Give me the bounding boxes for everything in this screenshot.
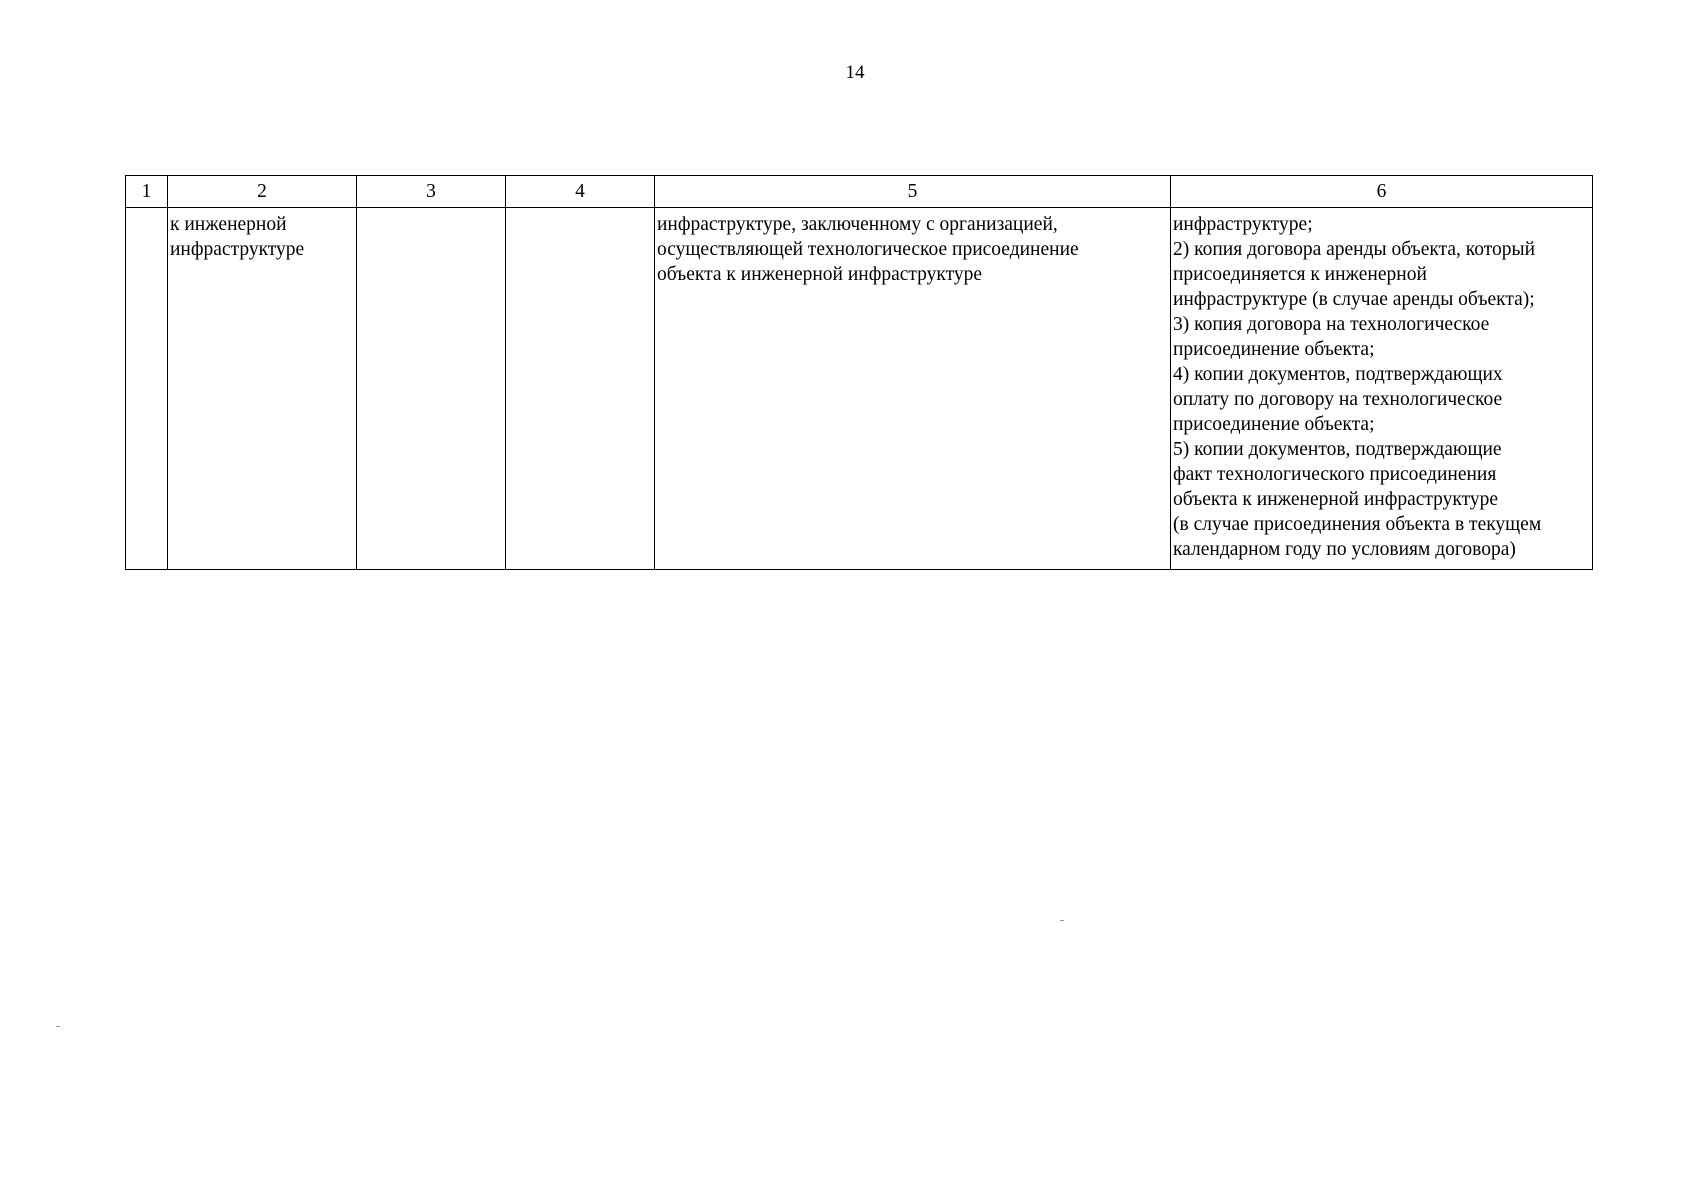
cell-text-line: инфраструктуре (в случае аренды объекта); <box>1173 289 1535 310</box>
scan-speck <box>1060 920 1064 921</box>
cell-text-line: осуществляющей технологическое присоединение <box>657 239 1079 260</box>
cell-text-line: календарном году по условиям договора) <box>1173 539 1516 560</box>
cell-text-line: присоединяется к инженерной <box>1173 264 1427 285</box>
requirements-table <box>125 175 1593 570</box>
column-header-5: 5 <box>655 176 1171 208</box>
cell-col3 <box>357 208 506 570</box>
cell-col5 <box>655 208 1171 570</box>
scan-speck <box>56 1026 60 1027</box>
cell-col6 <box>1171 208 1593 570</box>
cell-text-line: оплату по договору на технологическое <box>1173 389 1503 410</box>
cell-text-line: инфраструктуре; <box>1173 214 1313 235</box>
cell-text-line: к инженерной <box>170 214 287 235</box>
cell-text-line: 3) копия договора на технологическое <box>1173 314 1490 335</box>
cell-col4 <box>506 208 655 570</box>
cell-text-line: 4) копии документов, подтверждающих <box>1173 364 1503 385</box>
cell-text-line: объекта к инженерной инфраструктуре <box>1173 489 1499 510</box>
cell-col1 <box>126 208 168 570</box>
column-header-6: 6 <box>1171 176 1593 208</box>
cell-text-line: 5) копии документов, подтверждающие <box>1173 439 1502 460</box>
column-header-4: 4 <box>506 176 655 208</box>
cell-text-line: присоединение объекта; <box>1173 339 1375 360</box>
column-header-2: 2 <box>168 176 357 208</box>
column-header-3: 3 <box>357 176 506 208</box>
table-row <box>126 208 1593 570</box>
cell-text-line: 2) копия договора аренды объекта, который <box>1173 239 1536 260</box>
table-header-row <box>126 176 1593 208</box>
cell-text-line: факт технологического присоединения <box>1173 464 1497 485</box>
cell-text-line: присоединение объекта; <box>1173 414 1375 435</box>
cell-text-line: инфраструктуре, заключенному с организацией, <box>657 214 1058 235</box>
column-header-1: 1 <box>126 176 168 208</box>
cell-text-line: (в случае присоединения объекта в текущем <box>1173 514 1542 535</box>
cell-col2 <box>168 208 357 570</box>
cell-text-line: инфраструктуре <box>170 239 305 260</box>
cell-text-line: объекта к инженерной инфраструктуре <box>657 264 983 285</box>
page-number: 14 <box>845 62 865 83</box>
